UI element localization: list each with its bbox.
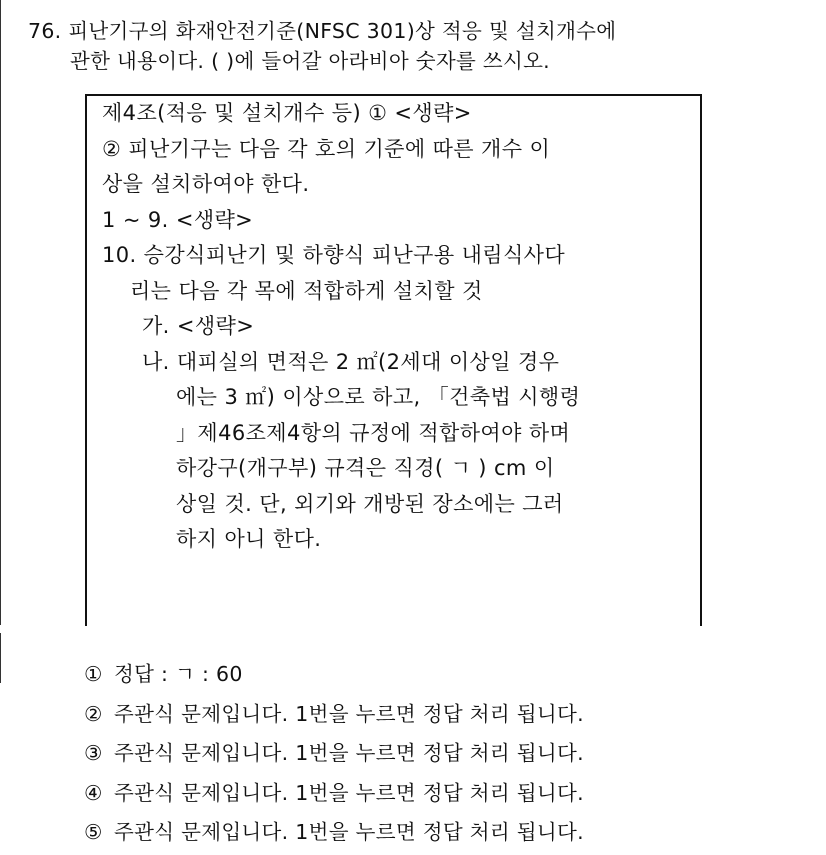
choice-text: 주관식 문제입니다. 1번을 누르면 정답 처리 됩니다.: [114, 741, 584, 766]
excerpt-line: 하강구(개구부) 규격은 직경( ㄱ ) cm 이: [176, 456, 555, 480]
left-margin-rule-lower: [0, 633, 1, 683]
answer-choices: [84, 655, 584, 853]
choice-number: ②: [84, 701, 103, 726]
choice-number: ⑤: [84, 820, 103, 845]
excerpt-line: 」제46조제4항의 규정에 적합하여야 하며: [176, 420, 571, 445]
choice-number: ④: [84, 780, 103, 805]
choice-2[interactable]: [84, 695, 584, 735]
regulation-excerpt-box: [85, 94, 702, 626]
choice-3[interactable]: [84, 734, 584, 774]
excerpt-line: 제4조(적응 및 설치개수 등) ① <생략>: [102, 101, 472, 125]
question-text: [28, 16, 818, 76]
choice-5[interactable]: [84, 813, 584, 853]
choice-number: ①: [84, 662, 103, 686]
excerpt-line: ② 피난기구는 다음 각 호의 기준에 따른 개수 이: [102, 136, 551, 161]
excerpt-line: 10. 승강식피난기 및 하향식 피난구용 내림식사다: [102, 243, 566, 267]
excerpt-line: 1 ~ 9. <생략>: [102, 207, 254, 232]
choice-text: 주관식 문제입니다. 1번을 누르면 정답 처리 됩니다.: [114, 780, 584, 805]
excerpt-line: 에는 3 ㎡) 이상으로 하고, 「건축법 시행령: [176, 385, 581, 409]
choice-number: ③: [84, 741, 103, 766]
excerpt-line: 나. 대피실의 면적은 2 ㎡(2세대 이상일 경우: [142, 349, 560, 374]
excerpt-line: 가. <생략>: [142, 314, 255, 338]
choice-text: 정답 : ㄱ : 60: [114, 662, 243, 686]
left-margin-rule: [0, 0, 1, 625]
excerpt-line: 상일 것. 단, 외기와 개방된 장소에는 그러: [176, 491, 564, 516]
excerpt-line: 리는 다음 각 목에 적합하게 설치할 것: [130, 278, 483, 303]
excerpt-line: 하지 아니 한다.: [176, 527, 322, 551]
question-line-2: 관한 내용이다. ( )에 들어갈 아라비아 숫자를 쓰시오.: [70, 49, 551, 73]
choice-text: 주관식 문제입니다. 1번을 누르면 정답 처리 됩니다.: [114, 701, 584, 726]
choice-4[interactable]: [84, 774, 584, 814]
question-line-1: 76. 피난기구의 화재안전기준(NFSC 301)상 적응 및 설치개수에: [28, 19, 617, 43]
choice-text: 주관식 문제입니다. 1번을 누르면 정답 처리 됩니다.: [114, 820, 584, 845]
excerpt-line: 상을 설치하여야 한다.: [102, 172, 310, 196]
choice-1[interactable]: [84, 655, 584, 695]
